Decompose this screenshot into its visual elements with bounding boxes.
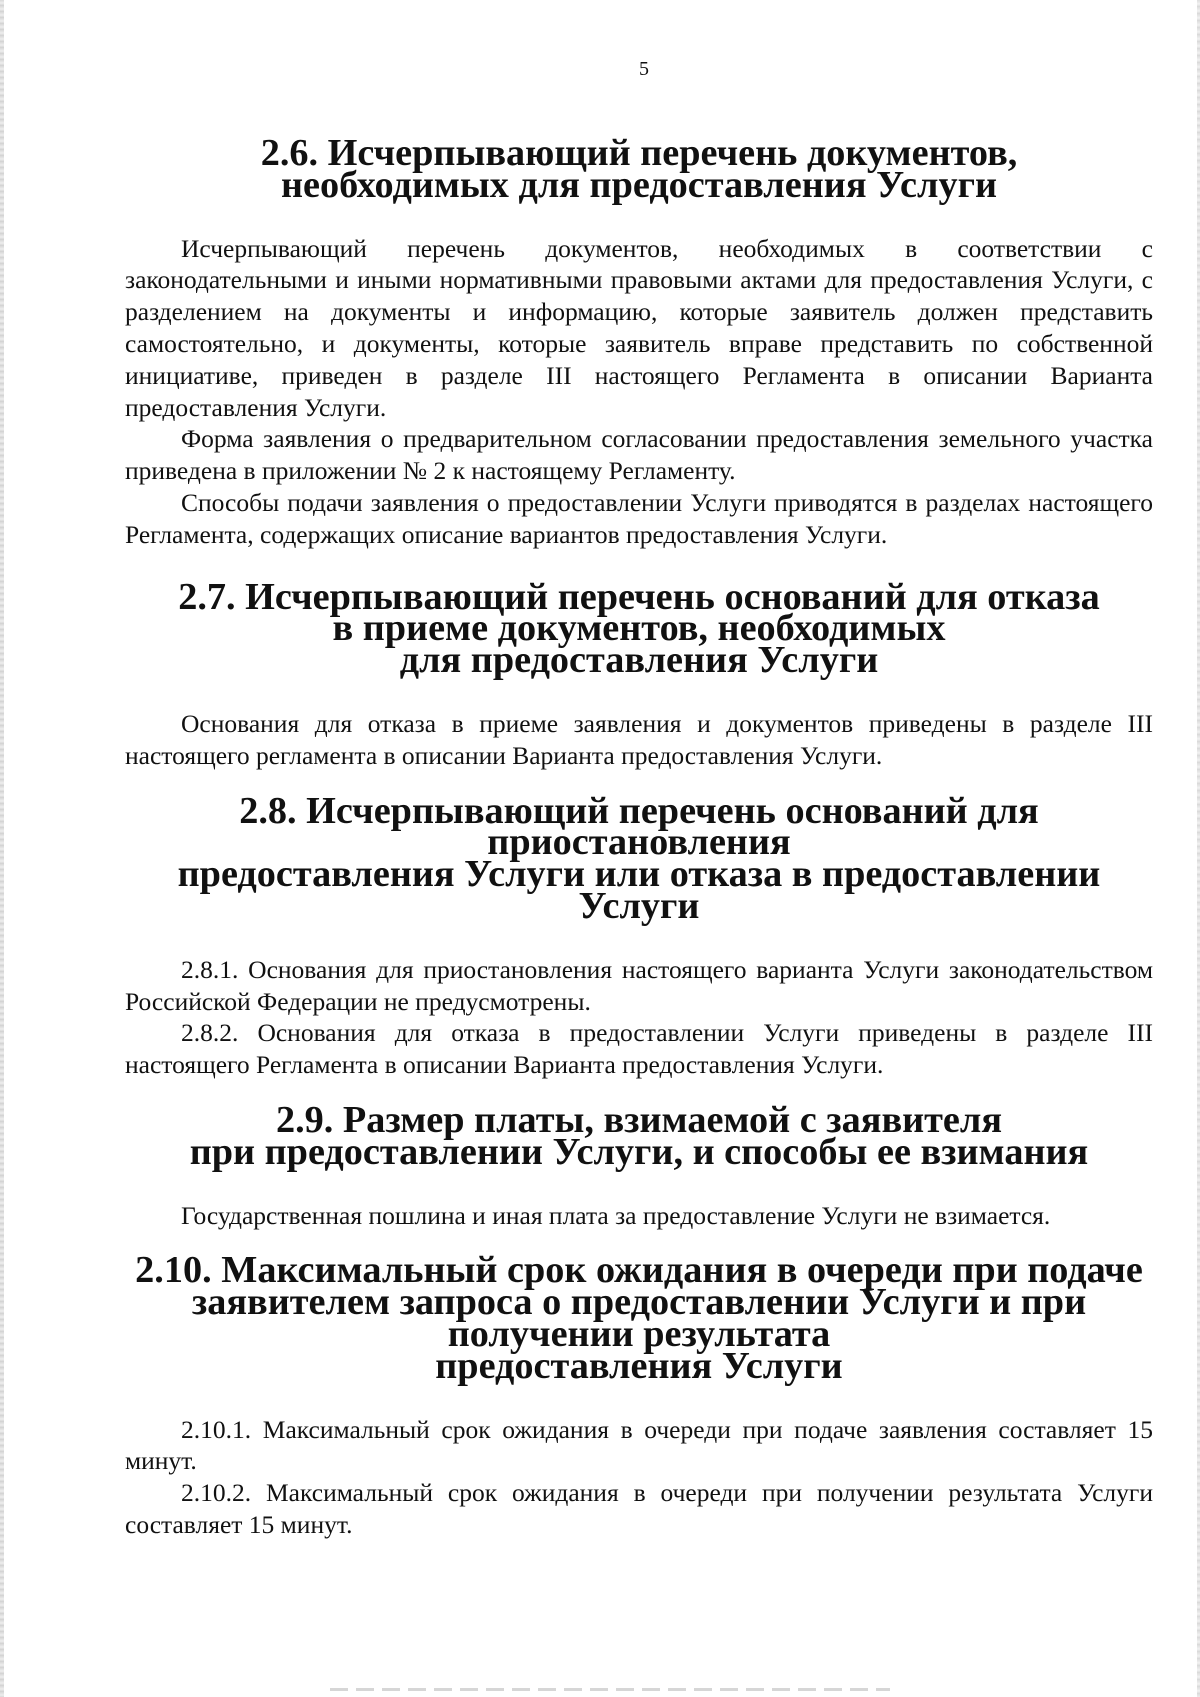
heading-line: 2.8. Исчерпывающий перечень оснований для приостановления <box>239 789 1039 864</box>
heading-line: 2.10. Максимальный срок ожидания в очереди при подаче <box>135 1249 1143 1292</box>
scan-artifact <box>330 1688 890 1691</box>
heading-line: в приеме документов, необходимых <box>332 607 946 650</box>
heading-line: необходимых для предоставления Услуги <box>280 163 997 206</box>
paragraph: 2.10.1. Максимальный срок ожидания в очереди при подаче заявления составляет 15 минут. <box>125 1414 1153 1476</box>
paragraph: Государственная пошлина и иная плата за предоставление Услуги не взимается. <box>181 1200 1051 1230</box>
paragraph: Способы подачи заявления о предоставлении Услуги приводятся в разделах настоящего Регламента, содержащих описание вариантов предоставления Услуги. <box>125 487 1153 549</box>
paragraph: 2.8.1. Основания для приостановления настоящего варианта Услуги законодательством Российской Федерации не предусмотрены. <box>125 954 1153 1016</box>
heading-line: для предоставления Услуги <box>399 639 879 682</box>
heading-line: при предоставлении Услуги, и способы ее взимания <box>189 1130 1089 1173</box>
heading-line: заявителем запроса о предоставлении Услуги и при получении результата <box>191 1281 1087 1355</box>
paragraph: Форма заявления о предварительном согласовании предоставления земельного участка приведена в приложении № 2 к настоящему Регламенту. <box>125 424 1153 486</box>
heading-line: 2.7. Исчерпывающий перечень оснований для отказа <box>178 575 1100 618</box>
paragraph: 2.10.2. Максимальный срок ожидания в очереди при получении результата Услуги составляет 15 минут. <box>125 1478 1153 1539</box>
paragraph: 2.8.2. Основания для отказа в предоставлении Услуги приведены в разделе III настоящего Регламента в описании Варианта предоставления Услуги. <box>125 1018 1153 1080</box>
heading-line: 2.6. Исчерпывающий перечень документов, <box>260 132 1018 174</box>
scan-edge-left <box>0 0 4 1697</box>
section-heading-2-6 <box>125 132 1153 206</box>
section-heading-2-8 <box>125 789 1153 927</box>
section-heading-2-7 <box>125 575 1153 682</box>
paragraph: Исчерпывающий перечень документов, необходимых в соответствии с законодательными и иными нормативными правовыми актами для предоставления Услуги, с разделением на документы и информацию, которые заявитель должен представить самостоятельно, и документы, которые заявитель вправе представить по собственной инициативе, приведен в разделе III настоящего Регламента в описании Варианта предоставления Услуги. <box>125 233 1153 422</box>
section-heading-2-10 <box>125 1249 1153 1387</box>
document-body <box>125 132 1153 1541</box>
heading-line: предоставления Услуги <box>435 1344 843 1387</box>
paragraph: Основания для отказа в приеме заявления и документов приведены в разделе III настоящего регламента в описании Варианта предоставления Услуги. <box>125 708 1153 770</box>
heading-line: предоставления Услуги или отказа в предоставлении Услуги <box>177 853 1101 927</box>
page-number: 5 <box>639 58 649 80</box>
heading-line: 2.9. Размер платы, взимаемой с заявителя <box>275 1098 1003 1141</box>
section-heading-2-9 <box>125 1098 1153 1173</box>
